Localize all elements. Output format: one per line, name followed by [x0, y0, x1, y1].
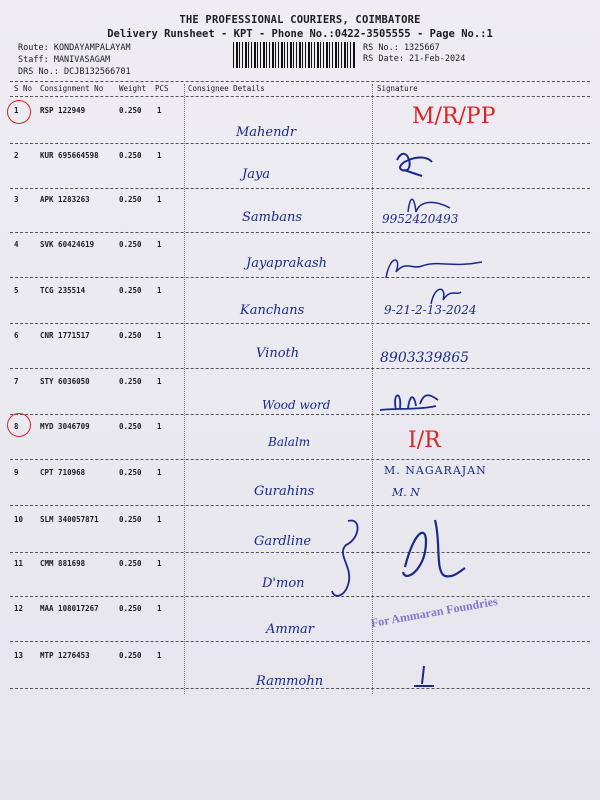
runsheet-subtitle: Delivery Runsheet - KPT - Phone No.:0422-3505555 - Page No.:1 — [107, 28, 493, 40]
company-stamp: For Ammaran Foundries — [369, 593, 499, 631]
row-sno: 10 — [14, 515, 24, 524]
hand-name-10: Gardline — [254, 534, 312, 549]
row-divider — [10, 552, 590, 553]
row-weight: 0.250 — [119, 604, 142, 613]
row-pcs: 1 — [157, 286, 162, 295]
col-weight: Weight — [119, 84, 147, 93]
barcode — [233, 42, 355, 68]
row-consignment: SVK 60424619 — [40, 240, 95, 249]
row-divider — [10, 188, 590, 189]
row-weight: 0.250 — [119, 559, 142, 568]
row-divider — [10, 368, 590, 369]
rs-number: RS No.: 1325667 — [363, 43, 440, 53]
row-consignment: KUR 695664598 — [40, 151, 99, 160]
row-weight: 0.250 — [119, 195, 142, 204]
row-consignment: APK 1283263 — [40, 195, 90, 204]
row-sno: 11 — [14, 559, 24, 568]
row-consignment: TCG 235514 — [40, 286, 86, 295]
hand-name-7: Wood word — [262, 398, 331, 412]
row-divider — [10, 596, 590, 597]
row-pcs: 1 — [157, 195, 162, 204]
signature-row-7 — [378, 386, 448, 416]
row-consignment: CPT 710968 — [40, 468, 86, 477]
row-sno: 13 — [14, 651, 24, 660]
row-sno: 1 — [14, 106, 19, 115]
row-divider — [10, 459, 590, 460]
signature-row-3 — [400, 190, 460, 220]
hand-name-6: Vinoth — [256, 346, 300, 361]
row-consignment: RSP 122949 — [40, 106, 86, 115]
hand-note-9: M. NAGARAJAN — [384, 464, 487, 477]
hand-name-4: Jayaprakash — [246, 256, 328, 271]
row-pcs: 1 — [157, 559, 162, 568]
company-title: THE PROFESSIONAL COURIERS, COIMBATORE — [179, 14, 421, 26]
hand-name-2: Jaya — [242, 167, 271, 182]
row-sno: 9 — [14, 468, 19, 477]
hand-name-5: Kanchans — [240, 303, 305, 318]
row-pcs: 1 — [157, 422, 162, 431]
row-pcs: 1 — [157, 240, 162, 249]
hand-name-1: Mahendr — [236, 125, 297, 140]
signature-row-10 — [328, 515, 368, 605]
row-consignment: CMM 881698 — [40, 559, 86, 568]
drs-label: DRS No.: DCJB132566701 — [18, 67, 131, 77]
header-divider-top — [10, 81, 590, 82]
signature-row-11 — [395, 512, 475, 592]
signature-row-5 — [425, 282, 465, 312]
hand-note-3: 9952420493 — [382, 212, 459, 226]
row-pcs: 1 — [157, 604, 162, 613]
row-pcs: 1 — [157, 377, 162, 386]
row-weight: 0.250 — [119, 651, 142, 660]
row-consignment: STY 6036050 — [40, 377, 90, 386]
row-sno: 4 — [14, 240, 19, 249]
row-pcs: 1 — [157, 651, 162, 660]
row-sno: 5 — [14, 286, 19, 295]
hand-note-9b: M. N — [392, 486, 420, 499]
hand-note-8: I/R — [408, 428, 441, 453]
col-consignee: Consignee Details — [188, 84, 265, 93]
row-pcs: 1 — [157, 468, 162, 477]
row-sno: 6 — [14, 331, 19, 340]
row-divider — [10, 641, 590, 642]
col-sno: S No — [14, 84, 33, 93]
row-divider — [10, 232, 590, 233]
row-sno: 7 — [14, 377, 19, 386]
row-pcs: 1 — [157, 151, 162, 160]
staff-label: Staff: MANIVASAGAM — [18, 55, 111, 65]
col-pcs: PCS — [155, 84, 169, 93]
row-consignment: MYD 3046709 — [40, 422, 90, 431]
hand-name-13: Rammohn — [256, 674, 324, 689]
row-weight: 0.250 — [119, 377, 142, 386]
hand-name-3: Sambans — [242, 210, 303, 225]
hand-note-6: 8903339865 — [380, 350, 470, 366]
column-line-consignee — [184, 84, 185, 694]
row-weight: 0.250 — [119, 422, 142, 431]
row-consignment: SLM 340057871 — [40, 515, 99, 524]
red-circle-row-8 — [7, 413, 31, 437]
hand-note-1: M/R/PP — [412, 104, 496, 129]
hand-name-12: Ammar — [266, 622, 315, 637]
row-divider — [10, 323, 590, 324]
rs-date: RS Date: 21-Feb-2024 — [363, 54, 466, 64]
row-weight: 0.250 — [119, 468, 142, 477]
hand-name-11: D'mon — [262, 576, 305, 591]
row-divider — [10, 505, 590, 506]
col-consignment: Consignment No — [40, 84, 104, 93]
row-weight: 0.250 — [119, 151, 142, 160]
row-pcs: 1 — [157, 106, 162, 115]
row-weight: 0.250 — [119, 515, 142, 524]
row-weight: 0.250 — [119, 331, 142, 340]
header-divider-bottom — [10, 96, 590, 97]
row-pcs: 1 — [157, 331, 162, 340]
signature-row-13 — [410, 662, 440, 692]
red-circle-row-1 — [7, 100, 31, 124]
row-divider — [10, 414, 590, 415]
row-consignment: MTP 1276453 — [40, 651, 90, 660]
row-pcs: 1 — [157, 515, 162, 524]
hand-name-8: Balalm — [268, 435, 311, 449]
signature-row-4 — [382, 252, 492, 282]
row-divider — [10, 277, 590, 278]
row-weight: 0.250 — [119, 106, 142, 115]
hand-note-5: 9-21-2-13-2024 — [384, 303, 477, 317]
signature-row-2 — [392, 140, 442, 180]
row-divider — [10, 143, 590, 144]
row-consignment: CNR 1771517 — [40, 331, 90, 340]
row-sno: 3 — [14, 195, 19, 204]
row-weight: 0.250 — [119, 286, 142, 295]
row-weight: 0.250 — [119, 240, 142, 249]
row-sno: 12 — [14, 604, 24, 613]
col-signature: Signature — [377, 84, 418, 93]
hand-name-9: Gurahins — [254, 484, 315, 499]
row-consignment: MAA 108017267 — [40, 604, 99, 613]
column-line-signature — [372, 84, 373, 694]
route-label: Route: KONDAYAMPALAYAM — [18, 43, 131, 53]
row-sno: 8 — [14, 422, 19, 431]
row-sno: 2 — [14, 151, 19, 160]
